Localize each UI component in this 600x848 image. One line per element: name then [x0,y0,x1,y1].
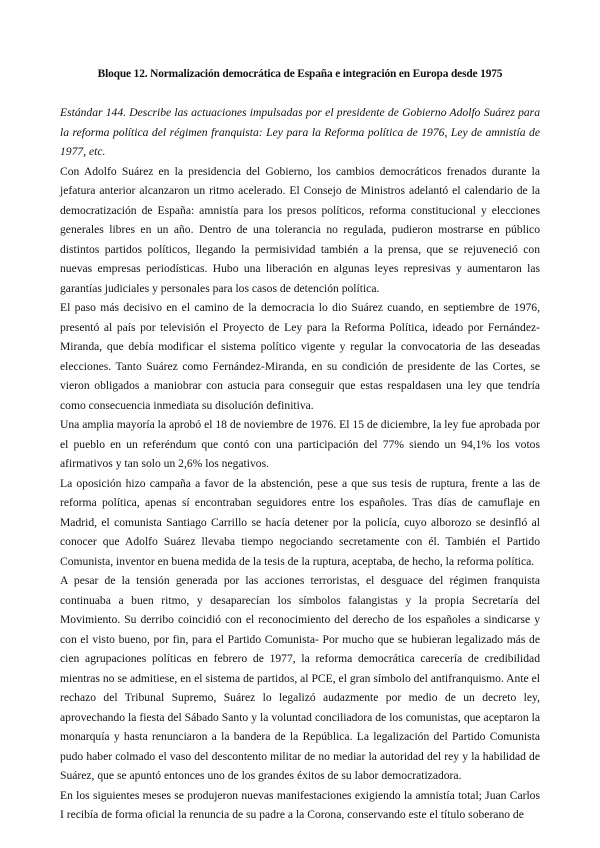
paragraph-1: Con Adolfo Suárez en la presidencia del Gobierno, los cambios democráticos frenados durante la jefatura anterior alcanzaron un ritmo acelerado. El Consejo de Ministros adelantó el calendario de la democratización de España: amnistía para los presos políticos, reforma constitucional y elecciones generales libres en un año. Dentro de una tolerancia no regulada, pudieron mostrarse en público distintos partidos políticos, llegando la permisividad también a la prensa, que se rejuveneció con nuevas empresas periodísticas. Hubo una liberación en algunas leyes represivas y aumentaron las garantías judiciales y personales para los casos de detención política. [60,164,540,295]
paragraph-4: La oposición hizo campaña a favor de la abstención, pese a que sus tesis de ruptura, frente a las de reforma política, apenas sí encontraban seguidores entre los españoles. Tras días de camuflaje en Madrid, el comunista Santiago Carrillo se hacía detener por la policía, cuyo alborozo se desinfló al conocer que Adolfo Suárez llevaba tiempo negociando secretamente con él. También el Partido Comunista, inventor en buena medida de la tesis de la ruptura, aceptaba, de hecho, la reforma política. [60,476,540,568]
page-title: Bloque 12. Normalización democrática de España e integración en Europa desde 1975 [97,68,503,80]
paragraph-6: En los siguientes meses se produjeron nuevas manifestaciones exigiendo la amnistía total; Juan Carlos I recibía de forma oficial la renuncia de su padre a la Corona, conservando este el título soberano de [60,788,540,821]
paragraph-5: A pesar de la tensión generada por las acciones terroristas, el desguace del régimen franquista continuaba a buen ritmo, y desaparecían los símbolos falangistas y la propia Secretaría del Movimiento. Su derribo coincidió con el reconocimiento del derecho de los españoles a sindicarse y con el visto bueno, por fin, para el Partido Comunista- Por mucho que se hubieran legalizado más de cien agrupaciones políticas en febrero de 1977, la reforma democrática carecería de credibilidad mientras no se admitiese, en el sistema de partidos, al PCE, el gran símbolo del antifranquismo. Ante el rechazo del Tribunal Supremo, Suárez lo legalizó audazmente por medio de un decreto ley, aprovechando la fiesta del Sábado Santo y la voluntad conciliadora de los comunistas, que aceptaron la monarquía y hasta renunciaron a la bandera de la República. La legalización del Partido Comunista pudo haber colmado el vaso del descontento militar de no mediar la autoridad del rey y la habilidad de Suárez, que se apuntó entonces uno de los grandes éxitos de su labor democratizadora. [60,574,540,782]
paragraph-3: Una amplia mayoría la aprobó el 18 de noviembre de 1976. El 15 de diciembre, la ley fue aprobada por el pueblo en un referéndum que contó con una participación del 77% siendo un 94,1% los votos afirmativos y tan solo un 2,6% los negativos. [60,418,540,470]
document-body [60,103,540,825]
standard-statement: Estándar 144. Describe las actuaciones impulsadas por el presidente de Gobierno Adolfo Suárez para la reforma política del régimen franquista: Ley para la Reforma política de 1976, Ley de amnistía de 1977, etc. [60,106,540,158]
paragraph-2: El paso más decisivo en el camino de la democracia lo dio Suárez cuando, en septiembre de 1976, presentó al país por televisión el Proyecto de Ley para la Reforma Política, ideado por Fernández-Miranda, que debía modificar el sistema político vigente y regular la convocatoria de las deseadas elecciones. Tanto Suárez como Fernández-Miranda, en su condición de presidente de las Cortes, se vieron obligados a maniobrar con astucia para conseguir que estas respaldasen una ley que tendría como consecuencia inmediata su disolución definitiva. [60,301,540,412]
